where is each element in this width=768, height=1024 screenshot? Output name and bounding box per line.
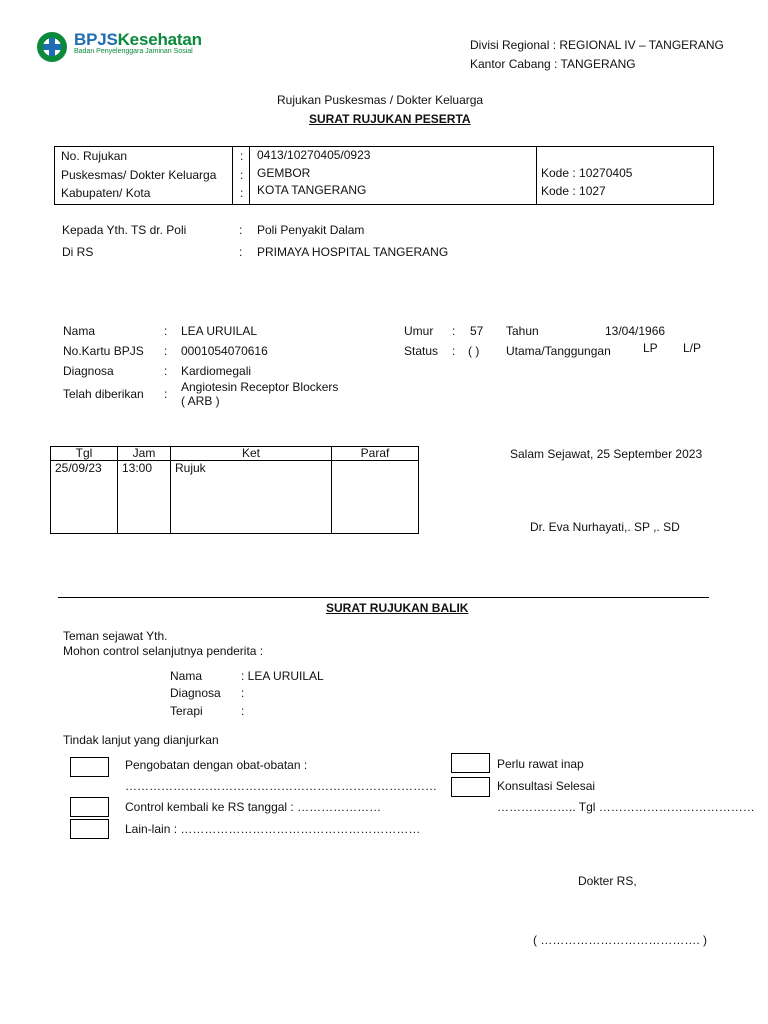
cell-ket: Rujuk [171, 461, 332, 534]
tindak-lanjut: Tindak lanjut yang dianjurkan [63, 733, 219, 747]
label-kabupaten: Kabupaten/ Kota [61, 186, 151, 200]
logo-title-bpjs: BPJS [74, 30, 118, 49]
colon: : [164, 364, 168, 378]
value-rs: PRIMAYA HOSPITAL TANGERANG [257, 245, 449, 259]
label-diberikan: Telah diberikan [63, 387, 144, 401]
value-diberikan-line2: ( ARB ) [181, 394, 220, 408]
label-puskesmas: Puskesmas/ Dokter Keluarga [61, 168, 217, 182]
doctor-signature: Dr. Eva Nurhayati,. SP ,. SD [530, 520, 680, 534]
bpjs-emblem-icon [34, 30, 70, 64]
colon: : [164, 387, 168, 401]
doc-title: SURAT RUJUKAN PESERTA [309, 112, 471, 126]
colon: : [240, 168, 244, 182]
colon: : [164, 344, 168, 358]
option-control: Control kembali ke RS tanggal : ………………… [125, 800, 382, 814]
cell-tgl: 25/09/23 [51, 461, 118, 534]
kode-puskesmas: Kode : 10270405 [541, 166, 633, 180]
kantor-cabang: Kantor Cabang : TANGERANG [470, 57, 636, 71]
value-nama: LEA URUILAL [181, 324, 258, 338]
colon: : [452, 344, 456, 358]
col-header-tgl: Tgl [51, 447, 118, 461]
colon: : [239, 245, 243, 259]
back-title: SURAT RUJUKAN BALIK [326, 601, 469, 615]
label-nama: Nama [63, 324, 96, 338]
colon: : [164, 324, 168, 338]
label-poli: Kepada Yth. TS dr. Poli [62, 223, 187, 237]
salam-sejawat: Salam Sejawat, 25 September 2023 [510, 447, 703, 461]
label-no-rujukan: No. Rujukan [61, 149, 128, 163]
divisi-regional: Divisi Regional : REGIONAL IV – TANGERANG [470, 38, 724, 52]
logo-title-kesehatan: Kesehatan [117, 30, 202, 49]
col-header-paraf: Paraf [332, 447, 419, 461]
col-header-jam: Jam [118, 447, 171, 461]
colon: : [240, 149, 244, 163]
label-rs: Di RS [62, 245, 94, 259]
option-konsultasi: Konsultasi Selesai [497, 779, 596, 793]
colon: : [452, 324, 456, 338]
colon: : [241, 686, 245, 700]
option-konsultasi-tgl: ……………….. Tgl ………………………………… [497, 800, 755, 814]
option-lain-lain: Lain-lain : …………………………………………………… [125, 822, 421, 836]
value-diberikan-line1: Angiotesin Receptor Blockers [181, 380, 339, 394]
back-value-nama: : LEA URUILAL [241, 669, 324, 683]
value-kabupaten: KOTA TANGERANG [257, 183, 367, 197]
label-tahun: Tahun [506, 324, 539, 338]
doc-subtitle: Rujukan Puskesmas / Dokter Keluarga [277, 93, 484, 107]
greet-line1: Teman sejawat Yth. [63, 629, 168, 643]
referral-log-table [50, 446, 419, 534]
col-header-ket: Ket [171, 447, 332, 461]
back-label-diagnosa: Diagnosa [170, 686, 221, 700]
back-label-nama: Nama [170, 669, 203, 683]
cell-paraf [332, 461, 419, 534]
value-puskesmas: GEMBOR [257, 166, 311, 180]
table-row [51, 461, 419, 534]
cell-jam: 13:00 [118, 461, 171, 534]
back-label-terapi: Terapi [170, 704, 203, 718]
value-no-rujukan: 0413/10270405/0923 [257, 148, 371, 162]
value-umur: 57 [470, 324, 484, 338]
section-divider [58, 597, 709, 598]
dokter-rs: Dokter RS, [578, 874, 637, 888]
kode-kota: Kode : 1027 [541, 184, 606, 198]
label-diagnosa: Diagnosa [63, 364, 114, 378]
label-umur: Umur [404, 324, 434, 338]
option-pengobatan-dots: …………………………………………………………………… [125, 779, 437, 793]
value-poli: Poli Penyakit Dalam [257, 223, 365, 237]
checkbox-control[interactable] [70, 797, 109, 817]
colon: : [241, 704, 245, 718]
colon: : [240, 186, 244, 200]
logo-subtitle: Badan Penyelenggara Jaminan Sosial [74, 48, 193, 55]
label-status: Status [404, 344, 439, 358]
colon: : [239, 223, 243, 237]
greet-line2: Mohon control selanjutnya penderita : [63, 644, 264, 658]
label-lp-options: L/P [683, 341, 702, 355]
option-rawat-inap: Perlu rawat inap [497, 757, 584, 771]
checkbox-rawat-inap[interactable] [451, 753, 490, 773]
value-kartu: 0001054070616 [181, 344, 268, 358]
option-pengobatan: Pengobatan dengan obat-obatan : [125, 758, 308, 772]
checkbox-pengobatan[interactable] [70, 757, 109, 777]
label-status-type: Utama/Tanggungan [506, 344, 611, 358]
checkbox-lain-lain[interactable] [70, 819, 109, 839]
value-lp: LP [643, 341, 658, 355]
signature-line: ( …………………………………. ) [533, 933, 707, 947]
checkbox-konsultasi[interactable] [451, 777, 490, 797]
bpjs-logo [34, 30, 206, 64]
label-kartu: No.Kartu BPJS [63, 344, 144, 358]
value-diagnosa: Kardiomegali [181, 364, 252, 378]
value-status: ( ) [468, 344, 480, 358]
value-diberikan [181, 380, 338, 408]
value-tgl-lahir: 13/04/1966 [605, 324, 666, 338]
